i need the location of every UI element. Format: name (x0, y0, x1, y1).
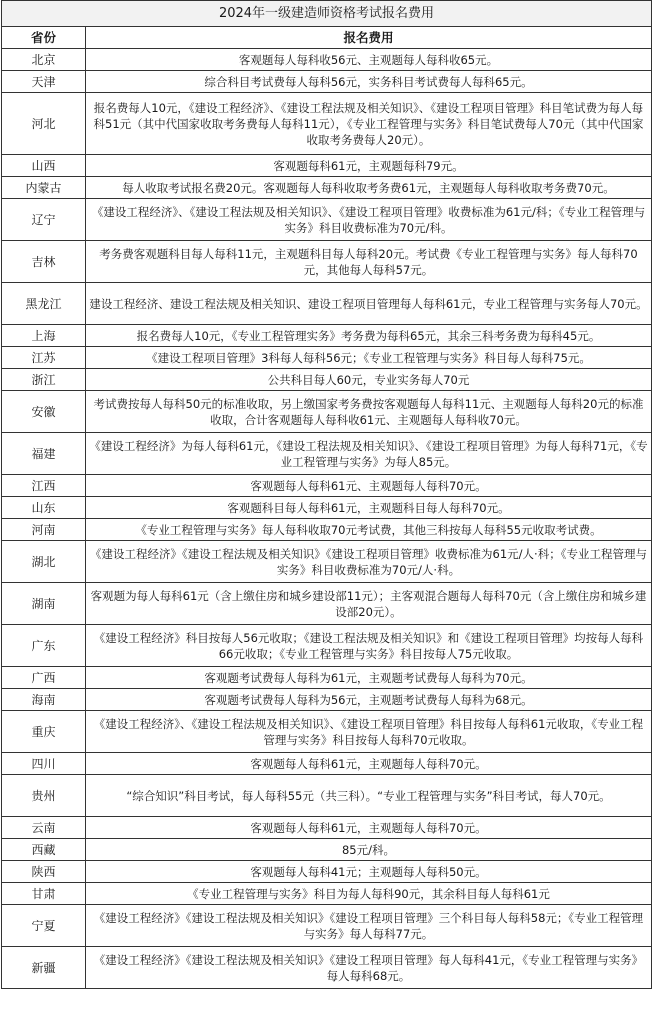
table-body (2, 49, 652, 989)
table-row (2, 861, 652, 883)
province-cell: 河南 (2, 519, 86, 541)
province-cell: 宁夏 (2, 905, 86, 947)
table-row (2, 689, 652, 711)
fee-cell: 每人收取考试报名费20元。客观题每人每科收取考务费61元，主观题每人每科收取考务费70元。 (86, 177, 652, 199)
fee-cell: 《建设工程经济》、《建设工程法规及相关知识》、《建设工程项目管理》收费标准为61元/科；《专业工程管理与实务》科目收费标准为70元/科。 (86, 199, 652, 241)
table-row (2, 947, 652, 989)
table-row (2, 347, 652, 369)
province-cell: 江苏 (2, 347, 86, 369)
province-cell: 江西 (2, 475, 86, 497)
fee-cell: 考务费客观题科目每人每科11元，主观题科目每人每科20元。考试费《专业工程管理与实务》每人每科70元，其他每人每科57元。 (86, 241, 652, 283)
province-cell: 西藏 (2, 839, 86, 861)
province-cell: 天津 (2, 71, 86, 93)
province-cell: 湖北 (2, 541, 86, 583)
fee-cell: 报名费每人10元，《建设工程经济》、《建设工程法规及相关知识》、《建设工程项目管理》科目笔试费为每人每科51元（其中代国家收取考务费每人每科11元），《专业工程管理与实务》科目笔试费每人70元（其中代国家收取考务费每人20元）。 (86, 93, 652, 155)
table-row (2, 667, 652, 689)
province-cell: 山东 (2, 497, 86, 519)
province-cell: 浙江 (2, 369, 86, 391)
fee-cell: 85元/科。 (86, 839, 652, 861)
table-row (2, 905, 652, 947)
fee-cell: 报名费每人10元，《专业工程管理实务》考务费为每科65元，其余三科考务费为每科45元。 (86, 325, 652, 347)
table-row (2, 817, 652, 839)
table-row (2, 711, 652, 753)
header-province: 省份 (2, 27, 86, 49)
table-row (2, 475, 652, 497)
fee-cell: 客观题每科61元，主观题每科79元。 (86, 155, 652, 177)
province-cell: 河北 (2, 93, 86, 155)
province-cell: 重庆 (2, 711, 86, 753)
table-row (2, 519, 652, 541)
table-row (2, 839, 652, 861)
province-cell: 上海 (2, 325, 86, 347)
table-row (2, 155, 652, 177)
province-cell: 北京 (2, 49, 86, 71)
fee-table (1, 0, 652, 989)
table-row (2, 199, 652, 241)
province-cell: 甘肃 (2, 883, 86, 905)
header-fee: 报名费用 (86, 27, 652, 49)
fee-cell: “综合知识”科目考试，每人每科55元（共三科）。“专业工程管理与实务”科目考试，每人70元。 (86, 775, 652, 817)
province-cell: 贵州 (2, 775, 86, 817)
fee-cell: 《建设工程经济》、《建设工程法规及相关知识》、《建设工程项目管理》科目按每人每科61元收取，《专业工程管理与实务》科目按每人每科70元收取。 (86, 711, 652, 753)
fee-cell: 客观题考试费每人每科为61元，主观题考试费每人每科为70元。 (86, 667, 652, 689)
table-row (2, 625, 652, 667)
table-row (2, 369, 652, 391)
table-row (2, 283, 652, 325)
province-cell: 湖南 (2, 583, 86, 625)
province-cell: 福建 (2, 433, 86, 475)
fee-cell: 客观题科目每人每科61元，主观题科目每人每科70元。 (86, 497, 652, 519)
table-row (2, 71, 652, 93)
province-cell: 海南 (2, 689, 86, 711)
province-cell: 四川 (2, 753, 86, 775)
fee-cell: 客观题每人每科41元；主观题每人每科50元。 (86, 861, 652, 883)
table-row (2, 325, 652, 347)
table-row (2, 391, 652, 433)
fee-cell: 客观题每人每科61元、主观题每人每科70元。 (86, 475, 652, 497)
fee-cell: 客观题每人每科61元，主观题每人每科70元。 (86, 753, 652, 775)
fee-cell: 客观题每人每科61元，主观题每人每科70元。 (86, 817, 652, 839)
fee-cell: 《建设工程经济》科目按每人56元收取；《建设工程法规及相关知识》和《建设工程项目管理》均按每人每科66元收取；《专业工程管理与实务》科目按每人75元收取。 (86, 625, 652, 667)
fee-cell: 《建设工程经济》《建设工程法规及相关知识》《建设工程项目管理》每人每科41元，《专业工程管理与实务》每人每科68元。 (86, 947, 652, 989)
table-title: 2024年一级建造师资格考试报名费用 (2, 1, 652, 27)
province-cell: 山西 (2, 155, 86, 177)
fee-cell: 建设工程经济、建设工程法规及相关知识、建设工程项目管理每人每科61元，专业工程管理与实务每人70元。 (86, 283, 652, 325)
province-cell: 广西 (2, 667, 86, 689)
province-cell: 安徽 (2, 391, 86, 433)
province-cell: 新疆 (2, 947, 86, 989)
fee-cell: 客观题每人每科收56元、主观题每人每科收65元。 (86, 49, 652, 71)
fee-cell: 《专业工程管理与实务》每人每科收取70元考试费，其他三科按每人每科55元收取考试费。 (86, 519, 652, 541)
fee-cell: 考试费按每人每科50元的标准收取，另上缴国家考务费按客观题每人每科11元、主观题每人每科20元的标准收取，合计客观题每人每科收61元、主观题每人每科收70元。 (86, 391, 652, 433)
fee-cell: 《建设工程项目管理》3科每人每科56元；《专业工程管理与实务》科目每人每科75元。 (86, 347, 652, 369)
table-row (2, 93, 652, 155)
fee-cell: 客观题为每人每科61元（含上缴住房和城乡建设部11元）；主客观混合题每人每科70元（含上缴住房和城乡建设部20元）。 (86, 583, 652, 625)
fee-cell: 《专业工程管理与实务》科目为每人每科90元，其余科目每人每科61元 (86, 883, 652, 905)
province-cell: 辽宁 (2, 199, 86, 241)
fee-cell: 公共科目每人60元，专业实务每人70元 (86, 369, 652, 391)
table-row (2, 883, 652, 905)
province-cell: 黑龙江 (2, 283, 86, 325)
fee-cell: 《建设工程经济》为每人每科61元，《建设工程法规及相关知识》、《建设工程项目管理》为每人每科71元，《专业工程管理与实务》为每人85元。 (86, 433, 652, 475)
province-cell: 广东 (2, 625, 86, 667)
fee-cell: 综合科目考试费每人每科56元，实务科目考试费每人每科65元。 (86, 71, 652, 93)
province-cell: 云南 (2, 817, 86, 839)
table-row (2, 177, 652, 199)
fee-cell: 《建设工程经济》《建设工程法规及相关知识》《建设工程项目管理》三个科目每人每科58元；《专业工程管理与实务》每人每科77元。 (86, 905, 652, 947)
table-row (2, 775, 652, 817)
table-row (2, 497, 652, 519)
fee-cell: 《建设工程经济》《建设工程法规及相关知识》《建设工程项目管理》收费标准为61元/人·科；《专业工程管理与实务》科目收费标准为70元/人·科。 (86, 541, 652, 583)
province-cell: 陕西 (2, 861, 86, 883)
table-row (2, 49, 652, 71)
table-row (2, 241, 652, 283)
fee-cell: 客观题考试费每人每科为56元，主观题考试费每人每科为68元。 (86, 689, 652, 711)
province-cell: 吉林 (2, 241, 86, 283)
province-cell: 内蒙古 (2, 177, 86, 199)
table-row (2, 583, 652, 625)
table-row (2, 433, 652, 475)
table-row (2, 541, 652, 583)
table-row (2, 753, 652, 775)
